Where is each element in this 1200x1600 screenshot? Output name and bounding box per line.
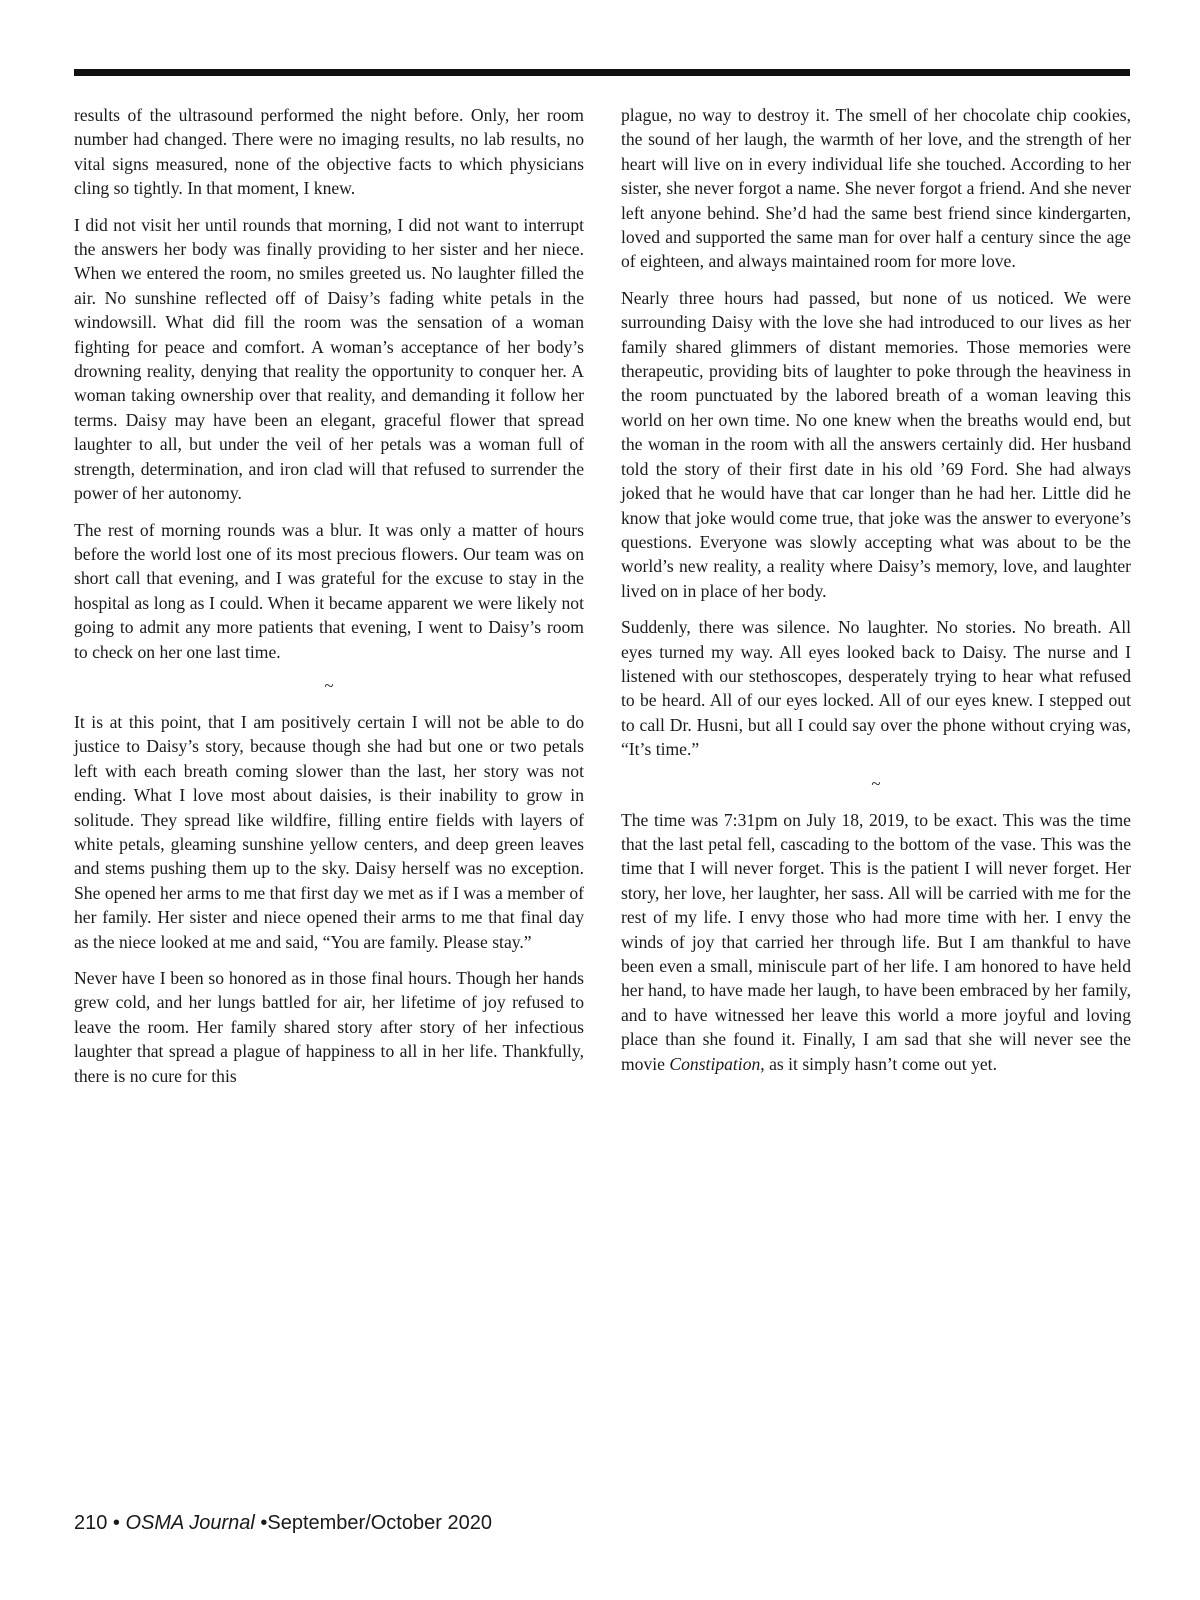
issue-date: •September/October 2020 [254, 1512, 492, 1534]
header-rule [74, 69, 1130, 76]
left-paragraph-2: I did not visit her until rounds that morning, I did not want to interrupt the answers her body was finally providing to her sister and her niece. When we entered the room, no smiles greeted us. No laughter filled the air. No sunshine reflected off of Daisy’s fading white petals in the windowsill. What did fill the room was the sensation of a woman fighting for peace and comfort. A woman’s acceptance of her body’s drowning reality, denying that reality the opportunity to conquer her. A woman taking ownership over that reality, and demanding it follow her terms. Daisy may have been an elegant, graceful flower that spread laughter to all, but under the veil of her petals was a woman full of strength, determination, and iron clad will that refused to surrender the power of her autonomy. [74, 214, 584, 504]
right-column [621, 103, 1131, 1088]
left-paragraph-1: results of the ultrasound performed the night before. Only, her room number had changed. There were no imaging results, no lab results, no vital signs measured, none of the objective facts to which physicians cling so tightly. In that moment, I knew. [74, 105, 584, 199]
right-paragraph-3: Suddenly, there was silence. No laughter. No stories. No breath. All eyes turned my way. All eyes looked back to Daisy. The nurse and I listened with our stethoscopes, desperately trying to hear what refused to be heard. All of our eyes locked. All of our eyes knew. I stepped out to call Dr. Husni, but all I could say over the phone without crying was, “It’s time.” [621, 617, 1131, 760]
movie-title: Constipation [669, 1053, 761, 1074]
section-divider: ~ [871, 773, 881, 793]
journal-name: OSMA Journal [125, 1512, 255, 1534]
left-paragraph-5: Never have I been so honored as in those final hours. Though her hands grew cold, and her lungs battled for air, her lifetime of joy refused to leave the room. Her family shared story after story of her infectious laughter that spread a plague of happiness to all in her life. Thankfully, there is no cure for this [74, 968, 584, 1086]
left-paragraph-3: The rest of morning rounds was a blur. It was only a matter of hours before the world lost one of its most precious flowers. Our team was on short call that evening, and I was grateful for the excuse to stay in the hospital as long as I could. When it became apparent we were likely not going to admit any more patients that evening, I went to Daisy’s room to check on her one last time. [74, 519, 584, 662]
paragraph-text: The time was 7:31pm on July 18, 2019, to be exact. This was the time that the last petal fell, cascading to the bottom of the vase. This was the time that I will never forget. This is the patient I will never forget. Her story, her love, her laughter, her sass. All will be carried with me for the rest of my life. I envy those who had more time with her. I envy the winds of joy that carried her through life. But I am thankful to have been even a small, miniscule part of her life. I am honored to have held her hand, to have made her laugh, to have been embraced by her family, and to have witnessed her leave this world a more joyful and loving place than she found it. Finally, I am sad that she will never see the movie [621, 809, 1131, 1074]
right-paragraph-2: Nearly three hours had passed, but none of us noticed. We were surrounding Daisy with the love she had introduced to our lives as her family shared glimmers of distant memories. Those memories were therapeutic, providing bits of laughter to poke through the heaviness in the room punctuated by the labored breath of a woman leaving this world on her own time. No one knew when the breaths would end, but the woman in the room with all the answers certainly did. Her husband told the story of their first date in his old ’69 Ford. She had always joked that he would have that car longer than he had her. Little did he know that joke would come true, that joke was the answer to everyone’s questions. Everyone was slowly accepting what was about to be the world’s new reality, a reality where Daisy’s memory, love, and laughter lived on in place of her body. [621, 287, 1131, 601]
section-divider: ~ [324, 675, 334, 695]
page-number: 210 • [74, 1512, 126, 1534]
page-footer [74, 1512, 492, 1535]
right-paragraph-1: plague, no way to destroy it. The smell of her chocolate chip cookies, the sound of her laugh, the warmth of her love, and the strength of her heart will live on in every individual life she touched. According to her sister, she never forgot a name. She never forgot a friend. And she never left anyone behind. She’d had the same best friend since kindergarten, loved and supported the same man for over half a century since the age of eighteen, and always maintained room for more love. [621, 105, 1131, 272]
left-column [74, 103, 584, 1100]
paragraph-text-end: , as it simply hasn’t come out yet. [760, 1053, 997, 1074]
left-paragraph-4: It is at this point, that I am positively certain I will not be able to do justice to Daisy’s story, because though she had but one or two petals left with each breath coming slower than the last, her story was not ending. What I love most about daisies, is their inability to grow in solitude. They spread like wildfire, filling entire fields with layers of white petals, gleaming sunshine yellow centers, and deep green leaves and stems pushing them up to the sky. Daisy herself was no exception. She opened her arms to me that first day we met as if I was a member of her family. Her sister and niece opened their arms to me that final day as the niece looked at me and said, “You are family. Please stay.” [74, 711, 584, 952]
right-paragraph-4 [621, 808, 1131, 1076]
